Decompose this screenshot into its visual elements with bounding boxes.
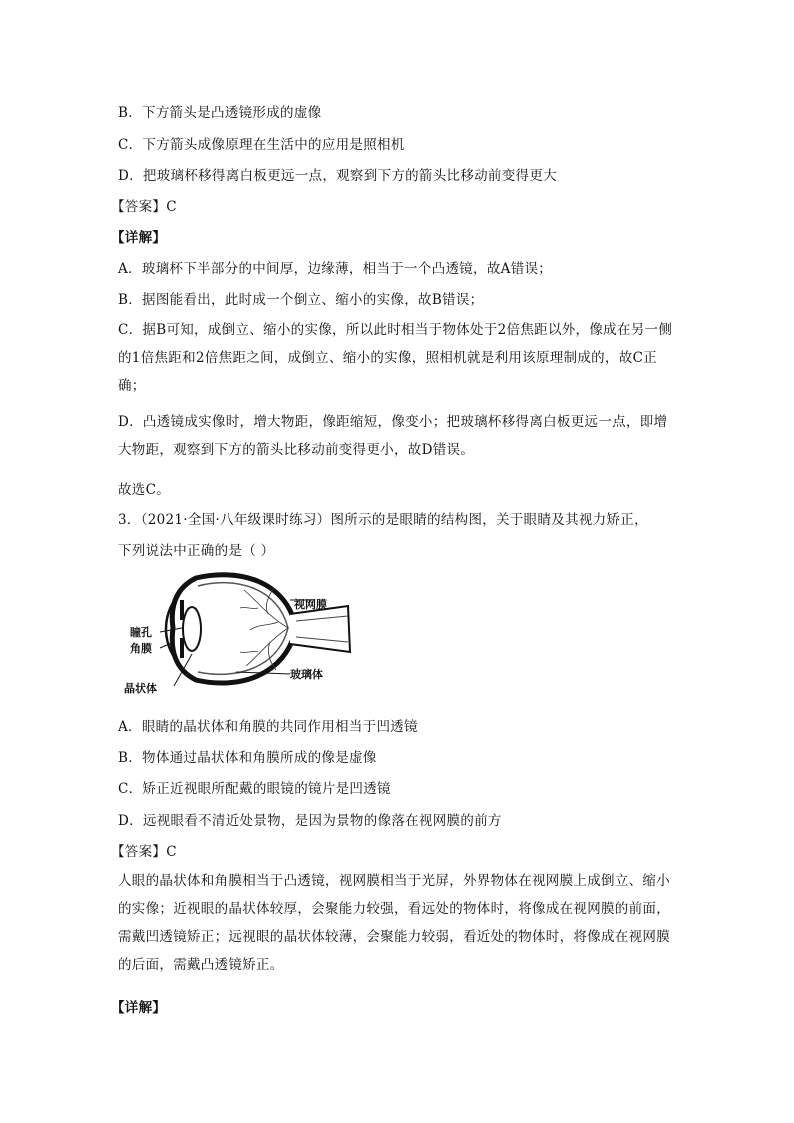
q2-option-b: B．下方箭头是凸透镜形成的虚像 xyxy=(118,105,322,121)
crystalline-lens xyxy=(183,607,201,651)
q3-answer: 【答案】C xyxy=(111,844,177,860)
q3-option-d: D．远视眼看不清近处景物，是因为景物的像落在视网膜的前方 xyxy=(118,813,502,829)
optic-nerve xyxy=(290,606,350,652)
q3-option-a: A．眼睛的晶状体和角膜的共同作用相当于凹透镜 xyxy=(118,719,418,735)
q2-conclusion: 故选C。 xyxy=(118,482,171,498)
q3-analysis: 人眼的晶状体和角膜相当于凸透镜，视网膜相当于光屏，外界物体在视网膜上成倒立、缩小的实像；近视眼的晶状体较厚，会聚能力较强，看远处的物体时，将像成在视网膜的前面，需戴凹透镜矫正；远视眼的晶状体较薄，会聚能力较弱，看近处的物体时，将像成在视网膜的后面，需戴凸透镜矫正。 xyxy=(118,873,670,973)
q3-stem-line1: 3．（2021·全国·八年级课时练习）图所示的是眼睛的结构图，关于眼睛及其视力矫正， xyxy=(118,512,648,528)
label-retina: 视网膜 xyxy=(294,598,327,611)
retina-layer xyxy=(198,583,288,675)
q2-answer: 【答案】C xyxy=(111,199,177,215)
q2-detail-heading: 【详解】 xyxy=(111,230,167,246)
q3-option-b: B．物体通过晶状体和角膜所成的像是虚像 xyxy=(118,750,377,766)
eye-structure-diagram xyxy=(118,566,368,696)
q3-option-c: C．矫正近视眼所配戴的眼镜的镜片是凹透镜 xyxy=(118,781,391,797)
label-pupil: 瞳孔 xyxy=(130,626,152,639)
q2-detail-d: D．凸透镜成实像时，增大物距，像距缩短，像变小；把玻璃杯移得离白板更远一点，即增大物距，观察到下方的箭头比移动前变得更小，故D错误。 xyxy=(118,414,668,458)
label-lens: 晶状体 xyxy=(124,682,157,695)
q3-stem-line2: 下列说法中正确的是（ ） xyxy=(118,543,275,559)
label-cornea: 角膜 xyxy=(130,642,152,655)
q3-detail-heading: 【详解】 xyxy=(111,1000,167,1016)
q2-option-c: C．下方箭头成像原理在生活中的应用是照相机 xyxy=(118,137,405,153)
label-vitreous: 玻璃体 xyxy=(290,668,323,681)
q2-detail-a: A．玻璃杯下半部分的中间厚，边缘薄，相当于一个凸透镜，故A错误； xyxy=(118,261,553,277)
q2-detail-c: C．据B可知，成倒立、缩小的实像，所以此时相当于物体处于2倍焦距以外，像成在另一侧的1倍焦距和2倍焦距之间，成倒立、缩小的实像，照相机就是利用该原理制成的，故C正确； xyxy=(118,322,673,394)
q2-detail-b: B．据图能看出，此时成一个倒立、缩小的实像，故B错误； xyxy=(118,292,484,308)
q2-option-d: D．把玻璃杯移得离白板更远一点，观察到下方的箭头比移动前变得更大 xyxy=(118,168,557,184)
